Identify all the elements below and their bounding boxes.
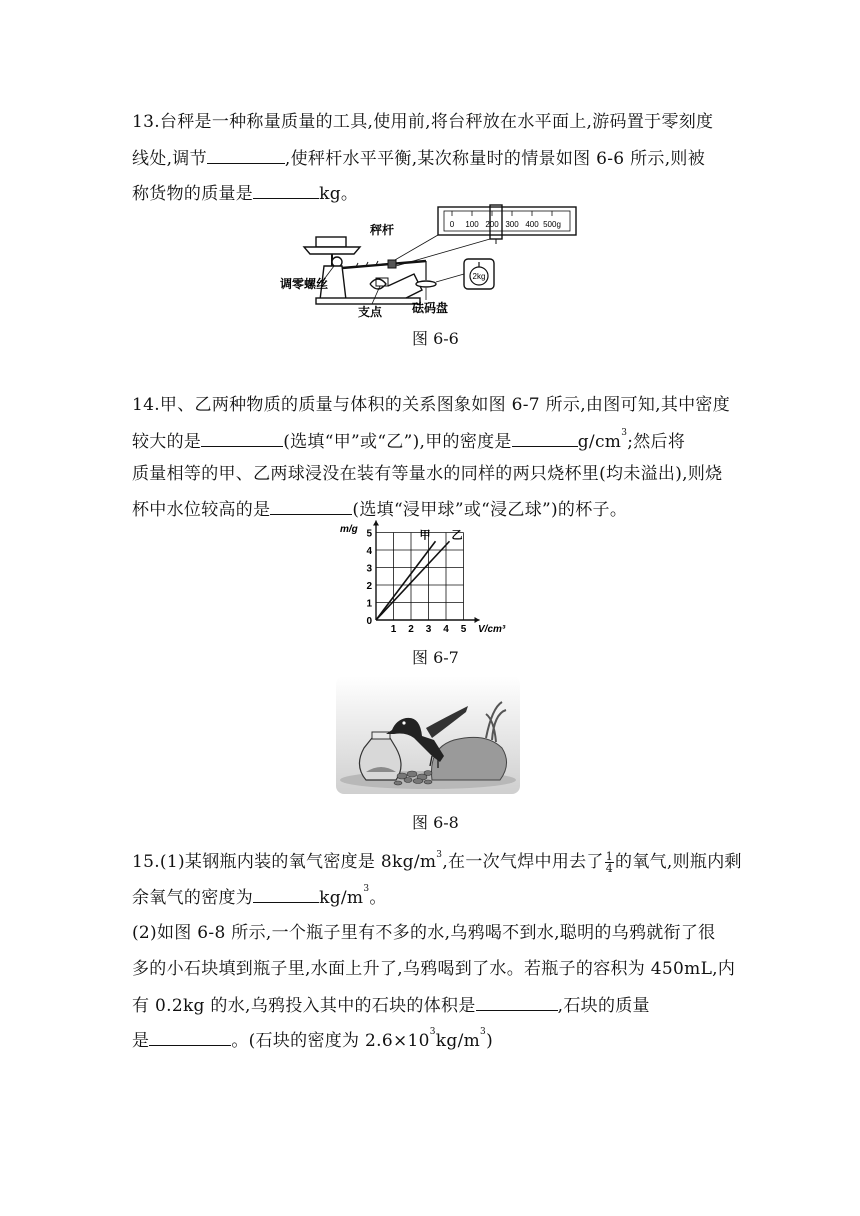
q14-line-2 [132, 428, 685, 454]
weight-pan [416, 281, 436, 287]
q14-text: 较大的是 [132, 432, 202, 452]
q14-line-3: 质量相等的甲、乙两球浸没在装有等量水的同样的两只烧杯里(均未溢出),则烧 [132, 464, 723, 484]
series-line-1 [376, 541, 436, 620]
y-tick-label: 2 [366, 581, 372, 592]
q15-line-6 [132, 1027, 493, 1053]
q14-text: (选填“浸甲球”或“浸乙球”)的杯子。 [352, 500, 628, 520]
superscript: 3 [363, 884, 370, 894]
q14-text: g/cm [577, 432, 622, 452]
q15-text: 余氧气的密度为 [132, 888, 254, 908]
series-line-2 [376, 541, 450, 620]
x-tick-label: 3 [425, 624, 432, 635]
x-tick-label: 1 [390, 624, 397, 635]
x-tick-label: 4 [443, 624, 449, 635]
figure-caption-6-7: 图 6-7 [412, 648, 459, 667]
chart-series [376, 528, 463, 620]
y-tick-label: 3 [366, 563, 372, 575]
rider [388, 260, 396, 268]
q15-text: ,在一次气焊中用去了 [442, 852, 604, 872]
superscript: 3 [621, 428, 628, 438]
fraction-one-quarter [605, 851, 614, 874]
q15-line-2 [132, 884, 387, 910]
beam-scale-label: 500g [543, 220, 561, 229]
label-weight-pan: 砝码盘 [412, 301, 449, 315]
scale-base [316, 298, 420, 304]
beam-scale-label: 200 [485, 220, 499, 229]
y-tick-label: 0 [366, 616, 372, 627]
superscript: 3 [436, 850, 443, 860]
answer-blank[interactable] [149, 1027, 231, 1046]
q13-text: 称货物的质量是 [132, 184, 254, 204]
y-tick-label: 4 [366, 546, 372, 557]
callout-line [436, 274, 464, 282]
fraction-numerator: 1 [605, 850, 614, 863]
q15-line-3: (2)如图 6-8 所示,一个瓶子里有不多的水,乌鸦喝不到水,聪明的乌鸦就衔了很 [132, 923, 716, 943]
answer-blank[interactable] [201, 428, 283, 447]
q14-text: 杯中水位较高的是 [132, 500, 271, 520]
label-zero-screw: 调零螺丝 [280, 277, 329, 291]
answer-blank[interactable] [253, 884, 319, 903]
q13-text: ,使秤杆水平平衡,某次称量时的情景如图 6-6 所示,则被 [284, 149, 705, 169]
q15-text: ,石块的质量 [557, 996, 650, 1016]
figure-caption-6-6: 图 6-6 [412, 329, 459, 348]
q15-text: 。(石块的密度为 2.6×10 [231, 1031, 430, 1051]
beam-scale-label: 0 [449, 220, 455, 229]
q14-text: (选填“甲”或“乙”),甲的密度是 [283, 432, 512, 452]
superscript: 3 [480, 1027, 487, 1037]
y-axis-label: m/g [340, 524, 358, 535]
x-axis-arrow [475, 617, 480, 623]
q13-text: 线处,调节 [132, 149, 207, 169]
answer-blank[interactable] [512, 428, 578, 447]
q15-text: 15.(1)某钢瓶内装的氧气密度是 8kg/m [132, 852, 437, 872]
crow-eye [402, 721, 405, 724]
series-label-1: 甲 [419, 529, 431, 542]
mass-volume-chart [338, 520, 518, 640]
chart-tick-labels [366, 529, 466, 636]
fulcrum-support [370, 279, 386, 289]
q14-line-4 [132, 496, 627, 522]
q15-line-1 [132, 850, 742, 874]
y-axis-arrow [373, 521, 379, 526]
q15-text: ) [486, 1031, 493, 1051]
x-tick-label: 2 [408, 624, 414, 635]
y-tick-label: 1 [366, 598, 372, 610]
q15-text: kg/m [435, 1031, 481, 1051]
q15-line-4: 多的小石块填到瓶子里,水面上升了,乌鸦喝到了水。若瓶子的容积为 450mL,内 [132, 959, 736, 979]
y-tick-label: 5 [366, 528, 372, 540]
beam-scale-ticks [450, 211, 561, 229]
q13-line-3 [132, 180, 358, 206]
scale-beam [342, 261, 426, 268]
fraction-denominator: 4 [605, 862, 614, 875]
q15-text: 的氧气,则瓶内剩 [615, 852, 742, 872]
q14-line-1: 14.甲、乙两种物质的质量与体积的关系图象如图 6-7 所示,由图可知,其中密度 [132, 395, 731, 415]
superscript: 3 [429, 1027, 436, 1037]
q15-text: 是 [132, 1031, 150, 1051]
beam-scale-label: 100 [465, 220, 479, 229]
q15-text: kg/m [319, 888, 364, 908]
beam-scale-label: 400 [525, 220, 539, 229]
q13-line-2 [132, 145, 705, 171]
label-beam: 秤杆 [370, 223, 395, 237]
answer-blank[interactable] [270, 496, 352, 515]
q14-text: ;然后将 [627, 432, 686, 452]
label-fulcrum: 支点 [358, 305, 383, 319]
x-tick-label: 5 [460, 624, 467, 635]
q15-line-5 [132, 992, 650, 1018]
x-axis-label: V/cm³ [478, 624, 506, 635]
series-label-2: 乙 [451, 529, 463, 542]
q13-line-1: 13.台秤是一种称量质量的工具,使用前,将台秤放在水平面上,游码置于零刻度 [132, 112, 714, 132]
bottle-neck [372, 732, 390, 739]
q13-text: kg。 [319, 184, 359, 204]
crow-bottle-illustration [336, 676, 520, 794]
q15-text: 有 0.2kg 的水,乌鸦投入其中的石块的体积是 [132, 996, 476, 1016]
answer-blank[interactable] [253, 180, 319, 199]
q15-text: 。 [369, 888, 387, 908]
platform-pan [304, 247, 360, 254]
answer-blank[interactable] [207, 145, 285, 164]
beam-scale-label: 300 [505, 220, 519, 229]
platform-scale-figure [276, 204, 586, 322]
answer-blank[interactable] [476, 992, 558, 1011]
figure-caption-6-8: 图 6-8 [412, 813, 459, 832]
goods-box [316, 237, 346, 247]
weight-label: 2kg [472, 272, 486, 281]
